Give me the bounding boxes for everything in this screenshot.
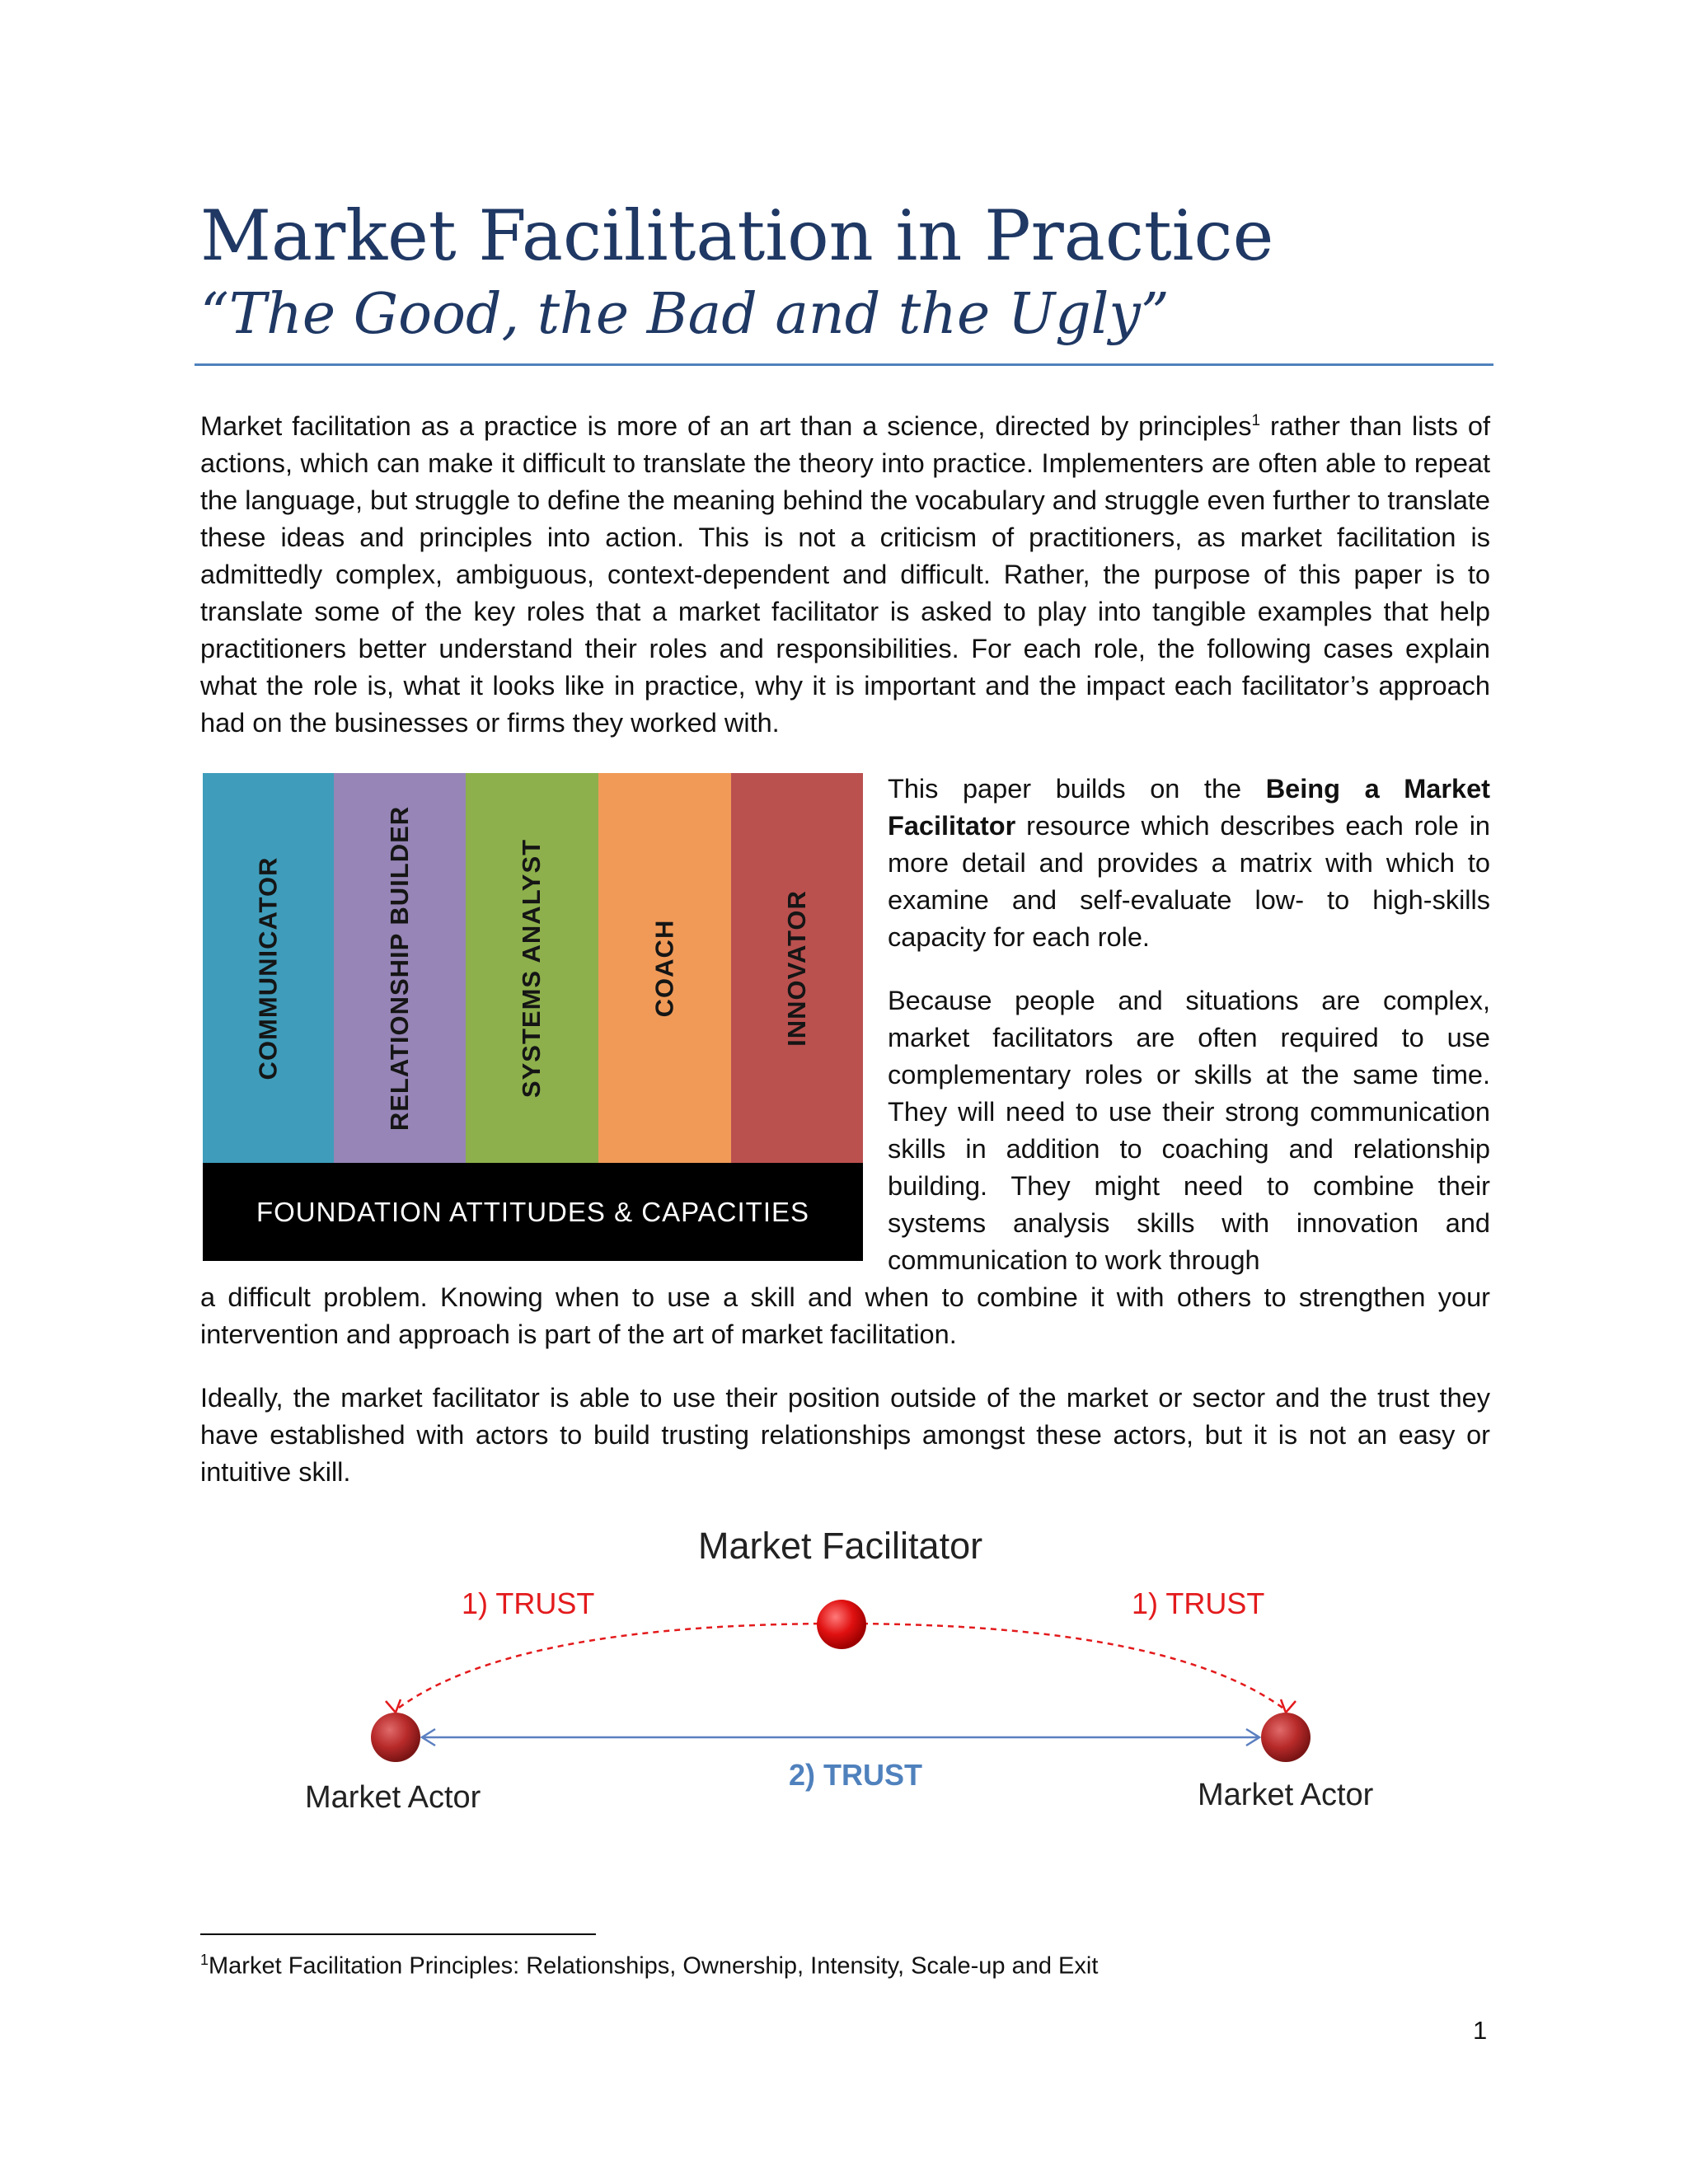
arrowhead-left-icon — [386, 1699, 401, 1713]
trust-arc-left — [396, 1624, 841, 1710]
facilitator-label: Market Facilitator — [698, 1525, 983, 1567]
ideally-paragraph: Ideally, the market facilitator is able to use their position outside of the market or sector and the trust they have established with actors to build trusting relationships amongst these actors, but it is not an easy or intuitive skill. — [200, 1383, 1490, 1487]
role-relationship-builder — [334, 773, 466, 1163]
role-label: COMMUNICATOR — [253, 856, 283, 1080]
role-systems-analyst — [466, 773, 598, 1163]
roles-figure — [203, 773, 863, 1261]
actor-node-right — [1261, 1713, 1311, 1762]
complex-paragraph-part2: a difficult problem. Knowing when to use a skill and when to combine it with others to strengthen your intervention and approach is part of the art of market facilitation. — [200, 1282, 1490, 1349]
trust-arc-right — [841, 1624, 1286, 1710]
facilitator-node — [817, 1600, 866, 1649]
role-communicator — [203, 773, 334, 1163]
intro-paragraph — [200, 408, 1490, 742]
role-coach — [598, 773, 731, 1163]
builds-text-start: This paper builds on the — [888, 774, 1266, 804]
trust-diagram — [280, 1525, 1418, 1830]
builds-text-end: resource which describes each role in more detail and provides a matrix with which to examine and self-evaluate low- to high-skills capacity for each role. — [888, 811, 1490, 952]
role-label: RELATIONSHIP BUILDER — [385, 805, 415, 1131]
foundation-label: FOUNDATION ATTITUDES & CAPACITIES — [256, 1196, 810, 1227]
trust-label-left: 1) TRUST — [462, 1586, 595, 1620]
role-label: SYSTEMS ANALYST — [517, 838, 546, 1098]
role-label: INNOVATOR — [782, 889, 811, 1047]
complex-paragraph-part1: Because people and situations are complex, market facilitators are often required to use complementary roles or skills at the same time. They will need to use their strong communication skills in addition to coaching and relationship building. They might need to combine their systems analysis skills with innovation and communication to work through — [888, 986, 1490, 1275]
document-title: Market Facilitation in Practice — [200, 195, 1274, 276]
trust-label-right: 1) TRUST — [1132, 1586, 1265, 1620]
title-divider — [195, 363, 1493, 366]
actor-label-right: Market Actor — [1198, 1778, 1374, 1812]
arrowhead-right-icon — [1281, 1699, 1296, 1713]
intro-text-start: Market facilitation as a practice is more of an art than a science, directed by principles — [200, 411, 1252, 441]
footnote-reference: 1 — [1251, 412, 1261, 430]
footnote — [200, 1952, 1098, 1980]
actor-node-left — [371, 1713, 420, 1762]
actor-label-left: Market Actor — [305, 1780, 481, 1815]
builds-on-paragraph — [888, 771, 1490, 956]
resource-name: Being a Market Facilitator — [888, 774, 1490, 841]
footnote-divider — [200, 1933, 596, 1935]
footnote-text: Market Facilitation Principles: Relationships, Ownership, Intensity, Scale-up and Exit — [209, 1952, 1099, 1980]
intro-text-end: rather than lists of actions, which can make it difficult to translate the theory into practice. Implementers are often able to repeat the language, but struggle to define the meaning behind the vocabulary and struggle even further to translate these ideas and principles into action. This is not a criticism of practitioners, as market facilitation is admittedly complex, ambiguous, context-dependent and difficult. Rather, the purpose of this paper is to translate some of the key roles that a market facilitator is asked to play into tangible examples that help practitioners better understand their roles and responsibilities. For each role, the following cases explain what the role is, what it looks like in practice, why it is important and the impact each facilitator’s approach had on the businesses or firms they worked with. — [200, 411, 1490, 738]
foundation-bar — [203, 1163, 863, 1261]
document-subtitle: “The Good, the Bad and the Ugly” — [200, 282, 1170, 347]
trust-label-between: 2) TRUST — [789, 1758, 922, 1792]
page-number: 1 — [1473, 2016, 1488, 2045]
role-label: COACH — [649, 919, 679, 1017]
role-innovator — [731, 773, 863, 1163]
footnote-mark: 1 — [200, 1952, 209, 1968]
